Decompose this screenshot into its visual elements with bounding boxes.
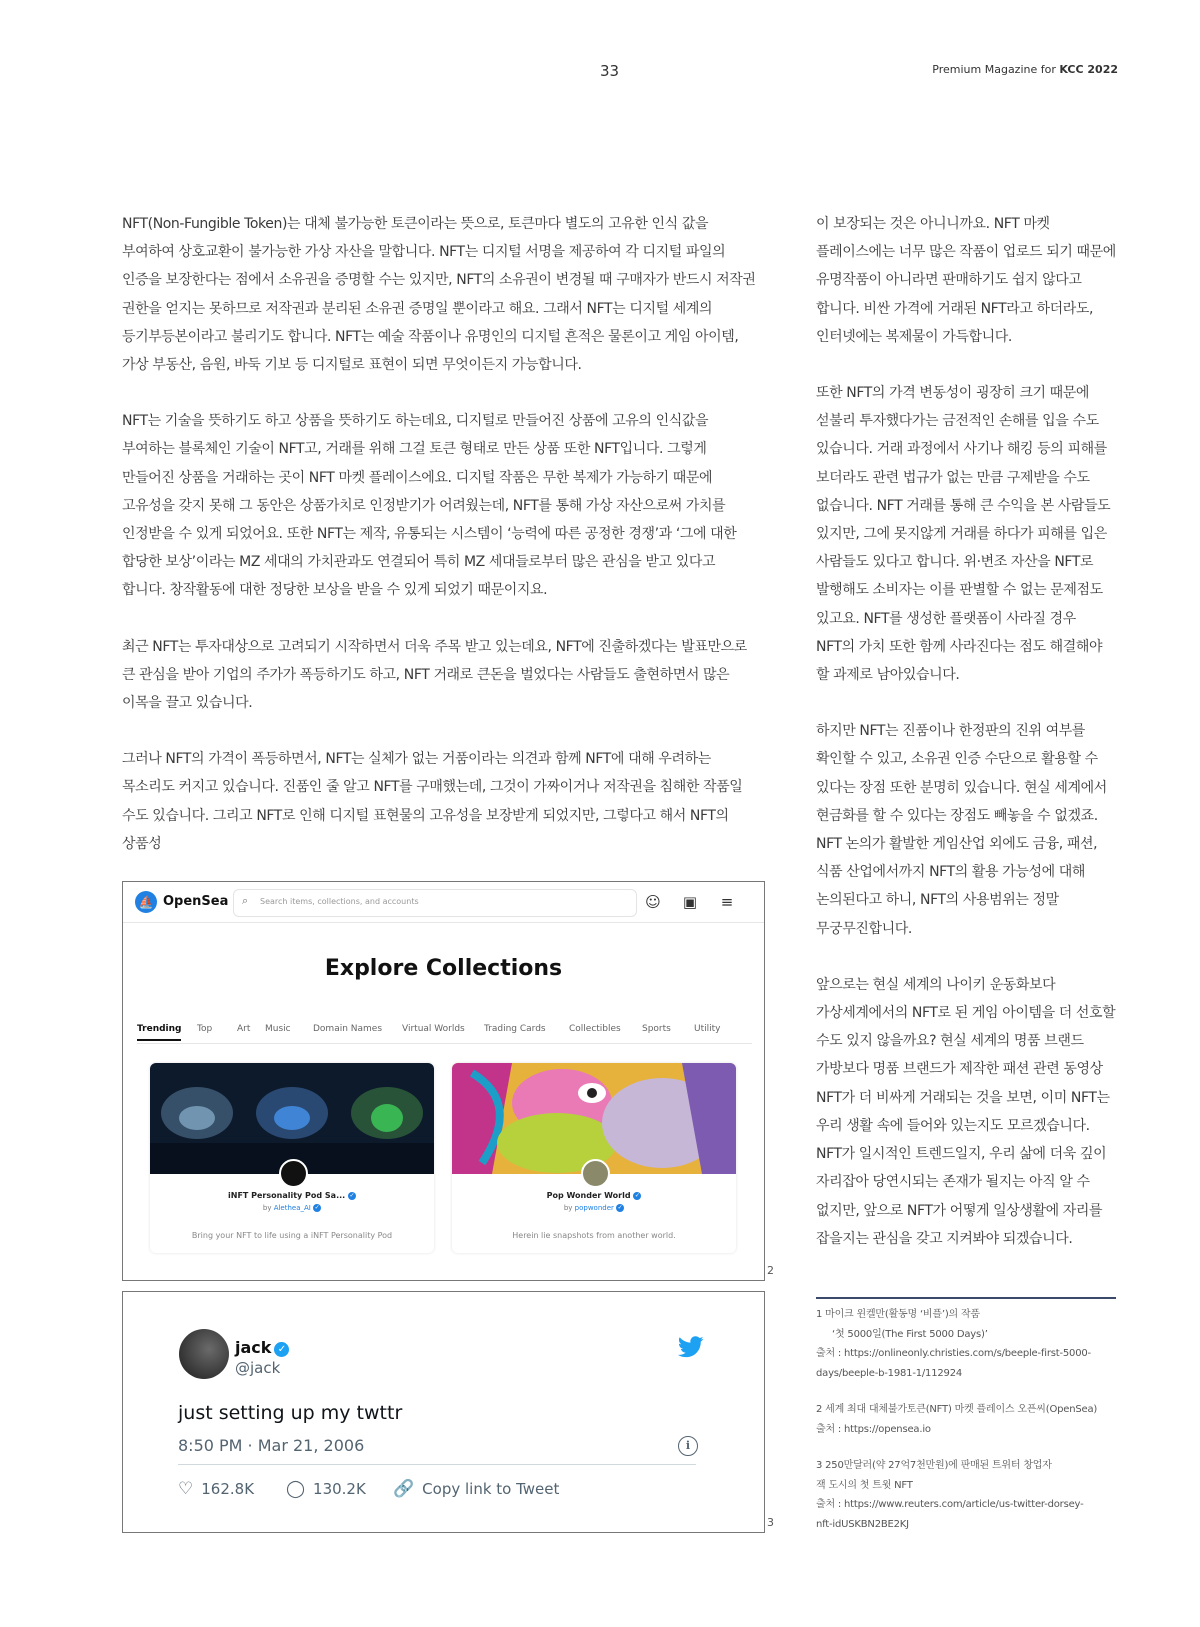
wallet-icon[interactable]: ▣ [682,893,698,911]
tab-domain-names[interactable]: Domain Names [313,1024,383,1034]
footnote-source[interactable]: 출처 : https://onlineonly.christies.com/s/beeple-first-5000- [816,1348,1091,1359]
paragraph: NFT(Non-Fungible Token)는 대체 불가능한 토큰이라는 뜻으로, 토큰마다 별도의 고유한 인식 값을 부여하여 상호교환이 불가능한 가상 자산을 말합니다. NFT는 디지털 서명을 제공하여 각 디지털 파일의 인증을 보장한다는 점에서 소유권을 증명할 수는 있지만, NFT의 소유권이 변경될 때 구매자가 반드시 저작권 권한을 얻지는 못하므로 저작권과 분리된 소유권 증명일 뿐이라고 해요. 그래서 NFT는 디지털 세계의 등기부등본이라고 불리기도 합니다. NFT는 예술 작품이나 유명인의 디지털 흔적은 물론이고 게임 아이템, 가상 부동산, 음원, 바둑 기보 등 디지털로 표현이 되면 무엇이든지 가능합니다. [122,216,756,374]
collection-name-text: iNFT Personality Pod Sa... [228,1191,346,1200]
body-left-column [122,210,762,886]
collection-banner-image [452,1063,736,1174]
masthead-brand: KCC 2022 [1059,63,1118,76]
collection-description: Bring your NFT to life using a iNFT Personality Pod [191,1231,393,1240]
explore-collections-title: Explore Collections [324,956,563,981]
creator-prefix: by [563,1204,575,1212]
creator-prefix: by [262,1204,274,1212]
tab-utility[interactable]: Utility [694,1024,721,1034]
verified-icon: ✓ [274,1342,289,1357]
divider [178,1464,696,1465]
paragraph: 이 보장되는 것은 아니니까요. NFT 마켓 플레이스에는 너무 많은 작품이 업로드 되기 때문에 유명작품이 아니라면 판매하기도 쉽지 않다고 합니다. 비싼 가격에 거래된 NFT라고 하더라도, 인터넷에는 복제물이 가득합니다. [816,216,1116,345]
verified-icon: ✓ [617,1204,623,1211]
tab-virtual-worlds[interactable]: Virtual Worlds [402,1024,465,1034]
search-placeholder: Search items, collections, and accounts [260,897,419,906]
paragraph: 또한 NFT의 가격 변동성이 굉장히 크기 때문에 섣불리 투자했다가는 금전적인 손해를 입을 수도 있습니다. 거래 과정에서 사기나 해킹 등의 피해를 보더라도 관련 법규가 없는 만큼 구제받을 수도 없습니다. NFT 거래를 통해 큰 수익을 본 사람들도 있지만, 그에 못지않게 거래를 하다가 피해를 입은 사람들도 있다고 합니다. 위·변조 자산을 NFT로 발행해도 소비자는 이를 판별할 수 없는 문제점도 있고요. NFT를 생성한 플랫폼이 사라질 경우 NFT의 가치 또한 함께 사라진다는 점도 해결해야 할 과제로 남아있습니다. [816,385,1111,684]
footnote-line: 2 세계 최대 대체불가토큰(NFT) 마켓 플레이스 오픈씨(OpenSea) [816,1404,1098,1415]
collection-avatar [581,1159,610,1188]
tab-art[interactable]: Art [237,1024,251,1034]
account-icon[interactable]: ☺ [645,893,661,911]
footnote-3 [816,1456,1116,1534]
footnote-1 [816,1305,1116,1383]
paragraph: 하지만 NFT는 진품이나 한정판의 진위 여부를 확인할 수 있고, 소유권 인증 수단으로 활용할 수 있다는 장점 또한 분명히 있습니다. 현실 세계에서 현금화를 할 수 있다는 장점도 빼놓을 수 없겠죠. NFT 논의가 활발한 게임산업 외에도 금융, 패션, 식품 산업에서까지 NFT의 활용 가능성에 대해 논의된다고 하니, NFT의 사용범위는 정말 무궁무진합니다. [816,723,1107,937]
creator-link[interactable]: Alethea_AI [273,1204,311,1212]
tweet-author-handle[interactable]: @jack [235,1359,281,1377]
collection-avatar [279,1159,308,1188]
collection-creator [452,1204,736,1212]
body-right-column [816,210,1118,1281]
tab-trading-cards[interactable]: Trading Cards [484,1024,546,1034]
tweet-screenshot-figure [122,1291,765,1533]
author-name-text: jack [235,1338,272,1357]
collection-tabs [137,1021,752,1044]
footnote-line: 3 250만달러(약 27억7천만원)에 판매된 트위터 창업자 [816,1460,1052,1471]
collection-name [452,1191,736,1200]
paragraph: NFT는 기술을 뜻하기도 하고 상품을 뜻하기도 하는데요, 디지털로 만들어진 상품에 고유의 인식값을 부여하는 블록체인 기술이 NFT고, 거래를 위해 그걸 토큰 형태로 만든 상품 또한 NFT입니다. 그렇게 만들어진 상품을 거래하는 곳이 NFT 마켓 플레이스에요. 디지털 작품은 무한 복제가 가능하기 때문에 고유성을 갖지 못해 그 동안은 상품가치로 인정받기가 어려웠는데, NFT를 통해 가상 자산으로써 가치를 인정받을 수 있게 되었어요. 또한 NFT는 제작, 유통되는 시스템이 ‘능력에 따른 공정한 경쟁’과 ‘그에 대한 합당한 보상’이라는 MZ 세대의 가치관과도 연결되어 특히 MZ 세대들로부터 많은 관심을 받고 있다고 합니다. 창작활동에 대한 정당한 보상을 받을 수 있게 되었기 때문이지요. [122,413,737,599]
opensea-search-input[interactable] [233,889,637,917]
search-icon: ⌕ [242,894,249,907]
footnote-line: 잭 도시의 첫 트윗 NFT [816,1479,913,1491]
masthead [932,63,1118,76]
masthead-prefix: Premium Magazine for [932,63,1060,76]
footnote-divider [816,1297,1116,1299]
tweet-author-name[interactable] [235,1338,289,1357]
opensea-logo-text[interactable]: OpenSea [163,894,229,909]
footnotes [816,1305,1116,1551]
collection-banner-image [150,1063,434,1174]
collection-card[interactable] [452,1063,736,1253]
reply-button[interactable] [286,1479,366,1499]
reply-icon: ◯ [286,1479,306,1499]
info-icon[interactable]: i [678,1436,698,1456]
tab-music[interactable]: Music [265,1024,291,1034]
opensea-logo-icon[interactable]: ⛵ [135,891,157,913]
tweet-text: just setting up my twttr [178,1402,403,1424]
collection-creator [150,1204,434,1212]
footnote-source[interactable]: 출처 : https://www.reuters.com/article/us-twitter-dorsey- [816,1499,1084,1510]
opensea-header [123,882,764,923]
figure-number-2: 2 [767,1264,774,1277]
paragraph: 최근 NFT는 투자대상으로 고려되기 시작하면서 더욱 주목 받고 있는데요, NFT에 진출하겠다는 발표만으로 큰 관심을 받아 기업의 주가가 폭등하기도 하고, NFT 거래로 큰돈을 벌었다는 사람들도 출현하면서 많은 이목을 끌고 있습니다. [122,638,747,712]
creator-link[interactable]: popwonder [574,1204,614,1212]
copy-link-label: Copy link to Tweet [422,1480,560,1498]
tab-sports[interactable]: Sports [642,1024,671,1034]
footnote-line: ‘첫 5000일(The First 5000 Days)’ [832,1328,988,1340]
tab-top[interactable]: Top [197,1024,213,1034]
tweet-timestamp[interactable]: 8:50 PM · Mar 21, 2006 [178,1436,365,1455]
avatar[interactable] [179,1329,229,1379]
paragraph: 앞으로는 현실 세계의 나이키 운동화보다 가상세계에서의 NFT로 된 게임 아이템을 더 선호할 수도 있지 않을까요? 현실 세계의 명품 브랜드 가방보다 명품 브랜드가 제작한 패션 관련 동영상 NFT가 더 비싸게 거래되는 것을 보면, 이미 NFT는 우리 생활 속에 들어와 있는지도 모르겠습니다. NFT가 일시적인 트렌드일지, 우리 삶에 더욱 깊이 자리잡아 당연시되는 존재가 될지는 아직 알 수 없지만, 앞으로 NFT가 어떻게 일상생활에 자리를 잡을지는 관심을 갖고 지켜봐야 되겠습니다. [816,976,1116,1247]
footnote-source[interactable]: 출처 : https://opensea.io [816,1423,931,1435]
collection-card[interactable] [150,1063,434,1253]
figure-number-3: 3 [767,1516,774,1529]
verified-icon: ✓ [634,1191,640,1199]
twitter-bird-icon[interactable] [678,1336,704,1358]
link-icon: 🔗 [393,1479,415,1499]
footnote-source[interactable]: nft-idUSKBN2BE2KJ [816,1518,909,1530]
collection-description: Herein lie snapshots from another world. [512,1231,676,1240]
footnote-source[interactable]: days/beeple-b-1981-1/112924 [816,1367,963,1379]
verified-icon: ✓ [314,1204,320,1211]
menu-icon[interactable]: ≡ [720,893,734,911]
copy-link-button[interactable] [393,1479,559,1499]
tab-collectibles[interactable]: Collectibles [569,1024,621,1034]
like-button[interactable] [178,1479,254,1499]
tab-trending[interactable]: Trending [137,1024,181,1041]
collection-name [150,1191,434,1200]
like-count: 162.8K [201,1480,255,1498]
collection-name-text: Pop Wonder World [546,1191,631,1200]
paragraph: 그러나 NFT의 가격이 폭등하면서, NFT는 실체가 없는 거품이라는 의견과 함께 NFT에 대해 우려하는 목소리도 커지고 있습니다. 진품인 줄 알고 NFT를 구매했는데, 그것이 가짜이거나 저작권을 침해한 작품일 수도 있습니다. 그리고 NFT로 인해 디지털 표현물의 고유성을 보장받게 되었지만, 그렇다고 해서 NFT의 상품성 [122,751,743,852]
heart-icon: ♡ [178,1479,194,1499]
footnote-2 [816,1400,1116,1439]
page-number: 33 [600,62,620,80]
reply-count: 130.2K [313,1480,366,1498]
opensea-screenshot-figure [122,881,765,1281]
verified-icon: ✓ [349,1191,355,1199]
footnote-line: 1 마이크 윈켈만(활동명 ‘비플’)의 작품 [816,1309,980,1320]
